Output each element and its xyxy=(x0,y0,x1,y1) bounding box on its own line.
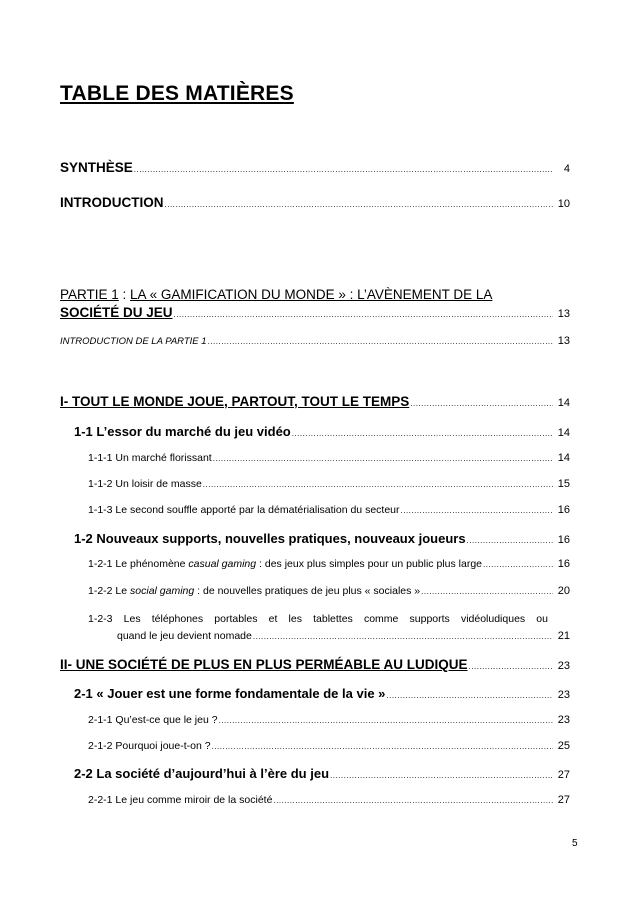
toc-entry-1-2-2[interactable] xyxy=(88,585,570,597)
toc-entry-section-2[interactable] xyxy=(60,657,570,672)
toc-entry-1-1-1[interactable] xyxy=(88,452,570,464)
toc-entry-page: 15 xyxy=(557,478,570,490)
toc-entry-introduction[interactable] xyxy=(60,195,570,210)
toc-entry-label-pre: 1-2-2 Le xyxy=(88,585,131,597)
page-number: 5 xyxy=(572,838,578,849)
toc-entry-1-2-3-line2[interactable] xyxy=(117,630,570,642)
toc-entry-label: 1-1-3 Le second souffle apporté par la dématérialisation du secteur xyxy=(88,504,400,516)
dot-leader xyxy=(174,310,553,319)
partie-label: PARTIE 1 xyxy=(60,287,119,302)
toc-entry-page: 14 xyxy=(557,397,570,409)
toc-entry-label: 1-1 L’essor du marché du jeu vidéo xyxy=(74,424,291,439)
dot-leader xyxy=(213,454,553,463)
toc-entry-page: 13 xyxy=(557,308,570,320)
toc-entry-label: 2-1-1 Qu’est-ce que le jeu ? xyxy=(88,714,218,726)
toc-entry-label xyxy=(88,585,420,597)
toc-entry-page: 4 xyxy=(563,163,570,175)
dot-leader xyxy=(410,399,553,408)
dot-leader xyxy=(219,716,553,725)
toc-entry-2-2-1[interactable] xyxy=(88,794,570,806)
toc-entry-1-1-2[interactable] xyxy=(88,478,570,490)
dot-leader xyxy=(203,480,553,489)
toc-entry-page: 14 xyxy=(557,452,570,464)
dot-leader xyxy=(386,691,553,700)
toc-entry-page: 27 xyxy=(557,769,570,781)
toc-entry-label: quand le jeu devient nomade xyxy=(117,630,252,642)
toc-entry-label-em: social gaming xyxy=(130,585,195,597)
dot-leader xyxy=(401,506,554,515)
toc-entry-1-2-3-line1[interactable]: 1-2-3 Les téléphones portables et les tablettes comme supports vidéoludiques ou xyxy=(88,613,548,625)
toc-entry-synthese[interactable] xyxy=(60,160,570,175)
toc-entry-label-pre: 1-2-1 Le phénomène xyxy=(88,558,189,570)
toc-entry-label: I- TOUT LE MONDE JOUE, PARTOUT, TOUT LE TEMPS xyxy=(60,394,410,409)
toc-entry-label: 2-1 « Jouer est une forme fondamentale de la vie » xyxy=(74,686,386,701)
toc-entry-page: 16 xyxy=(557,534,570,546)
toc-entry-1-2-1[interactable] xyxy=(88,558,570,570)
toc-entry-partie1-line2[interactable] xyxy=(60,305,570,320)
toc-entry-page: 23 xyxy=(557,714,570,726)
partie-separator: : xyxy=(118,287,131,302)
toc-entry-label: 2-2-1 Le jeu comme miroir de la société xyxy=(88,794,273,806)
toc-entry-2-1-2[interactable] xyxy=(88,740,570,752)
toc-entry-page: 25 xyxy=(557,740,570,752)
toc-entry-label: INTRODUCTION DE LA PARTIE 1 xyxy=(60,336,207,347)
toc-entry-label: 2-2 La société d’aujourd’hui à l’ère du jeu xyxy=(74,766,330,781)
dot-leader xyxy=(292,429,553,438)
toc-entry-page: 23 xyxy=(557,689,570,701)
dot-leader xyxy=(212,742,553,751)
dot-leader xyxy=(253,632,553,641)
toc-entry-label: 1-2 Nouveaux supports, nouvelles pratiques, nouveaux joueurs xyxy=(74,531,466,546)
toc-entry-2-2[interactable] xyxy=(74,766,570,781)
toc-entry-label: SYNTHÈSE xyxy=(60,160,133,175)
toc-entry-2-1[interactable] xyxy=(74,686,570,701)
toc-entry-page: 16 xyxy=(557,558,570,570)
toc-entry-label-em: casual gaming xyxy=(188,558,257,570)
toc-entry-page: 13 xyxy=(557,335,570,347)
toc-entry-label-post: : de nouvelles pratiques de jeu plus « sociales » xyxy=(194,585,421,597)
toc-entry-partie1-line1[interactable] xyxy=(60,287,492,302)
toc-entry-page: 20 xyxy=(557,585,570,597)
toc-entry-page: 16 xyxy=(557,504,570,516)
toc-entry-2-1-1[interactable] xyxy=(88,714,570,726)
page-title: TABLE DES MATIÈRES xyxy=(60,82,294,105)
toc-entry-1-1-3[interactable] xyxy=(88,504,570,516)
toc-entry-label-post: : des jeux plus simples pour un public plus large xyxy=(256,558,482,570)
toc-entry-page: 23 xyxy=(557,660,570,672)
toc-entry-page: 21 xyxy=(557,630,570,642)
dot-leader xyxy=(467,536,553,545)
toc-entry-1-1[interactable] xyxy=(74,424,570,439)
dot-leader xyxy=(469,662,553,671)
toc-entry-section-1[interactable] xyxy=(60,394,570,409)
toc-entry-intro-partie1[interactable] xyxy=(60,335,570,347)
partie-title-line1: LA « GAMIFICATION DU MONDE » : L’AVÈNEMENT DE LA xyxy=(130,287,493,302)
dot-leader xyxy=(483,560,553,569)
toc-entry-label: INTRODUCTION xyxy=(60,195,164,210)
dot-leader xyxy=(165,200,554,209)
toc-entry-page: 27 xyxy=(557,794,570,806)
toc-entry-label: II- UNE SOCIÉTÉ DE PLUS EN PLUS PERMÉABLE AU LUDIQUE xyxy=(60,657,468,672)
toc-entry-page: 14 xyxy=(557,427,570,439)
partie-title-line2: SOCIÉTÉ DU JEU xyxy=(60,305,173,320)
dot-leader xyxy=(421,587,553,596)
dot-leader xyxy=(330,771,553,780)
toc-entry-1-2[interactable] xyxy=(74,531,570,546)
dot-leader xyxy=(134,165,553,174)
toc-entry-label xyxy=(88,558,482,570)
dot-leader xyxy=(273,796,553,805)
toc-entry-label: 2-1-2 Pourquoi joue-t-on ? xyxy=(88,740,211,752)
dot-leader xyxy=(208,337,553,346)
toc-entry-label: 1-1-2 Un loisir de masse xyxy=(88,478,202,490)
toc-entry-label: 1-1-1 Un marché florissant xyxy=(88,452,212,464)
toc-entry-page: 10 xyxy=(557,198,570,210)
